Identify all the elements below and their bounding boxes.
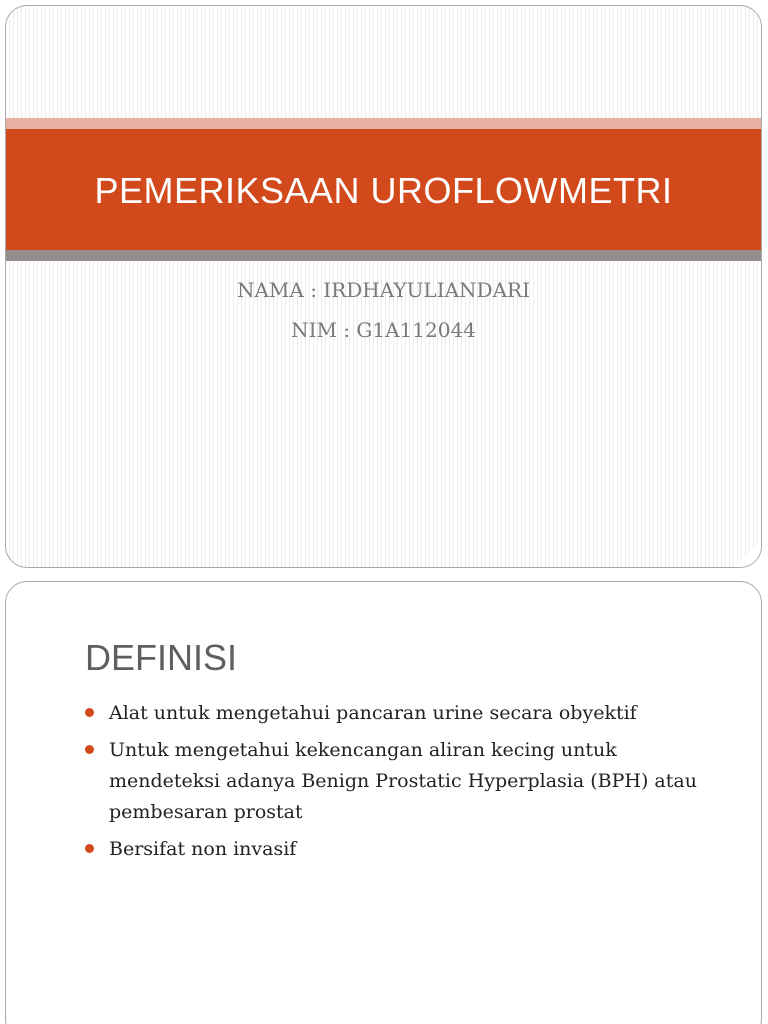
slide-title: PEMERIKSAAN UROFLOWMETRI	[94, 169, 673, 211]
bullet-item	[85, 698, 725, 729]
content-slide	[5, 581, 762, 1024]
page-curl-corner	[735, 541, 761, 567]
bullet-dot-icon	[85, 708, 94, 717]
subtitle-name: NAMA : IRDHAYULIANDARI	[236, 278, 530, 302]
bullet-dot-icon	[85, 844, 94, 853]
bullet-item	[85, 834, 725, 865]
bullet-item	[85, 735, 725, 828]
bullet-text: Bersifat non invasif	[109, 838, 297, 860]
title-slide	[5, 5, 762, 568]
bullet-text: Untuk mengetahui kekencangan aliran kecing untuk mendeteksi adanya Benign Prostatic Hyperplasia (BPH) atau pembesaran prostat	[109, 739, 697, 823]
bullet-dot-icon	[85, 745, 94, 754]
bullet-text: Alat untuk mengetahui pancaran urine secara obyektif	[109, 702, 637, 724]
title-band-top-stripe	[6, 118, 761, 129]
bullet-list	[85, 698, 725, 871]
content-heading: DEFINISI	[85, 637, 238, 678]
subtitle-nim: NIM : G1A112044	[291, 318, 476, 342]
title-band-bottom-stripe	[6, 250, 761, 261]
title-band	[6, 129, 761, 250]
